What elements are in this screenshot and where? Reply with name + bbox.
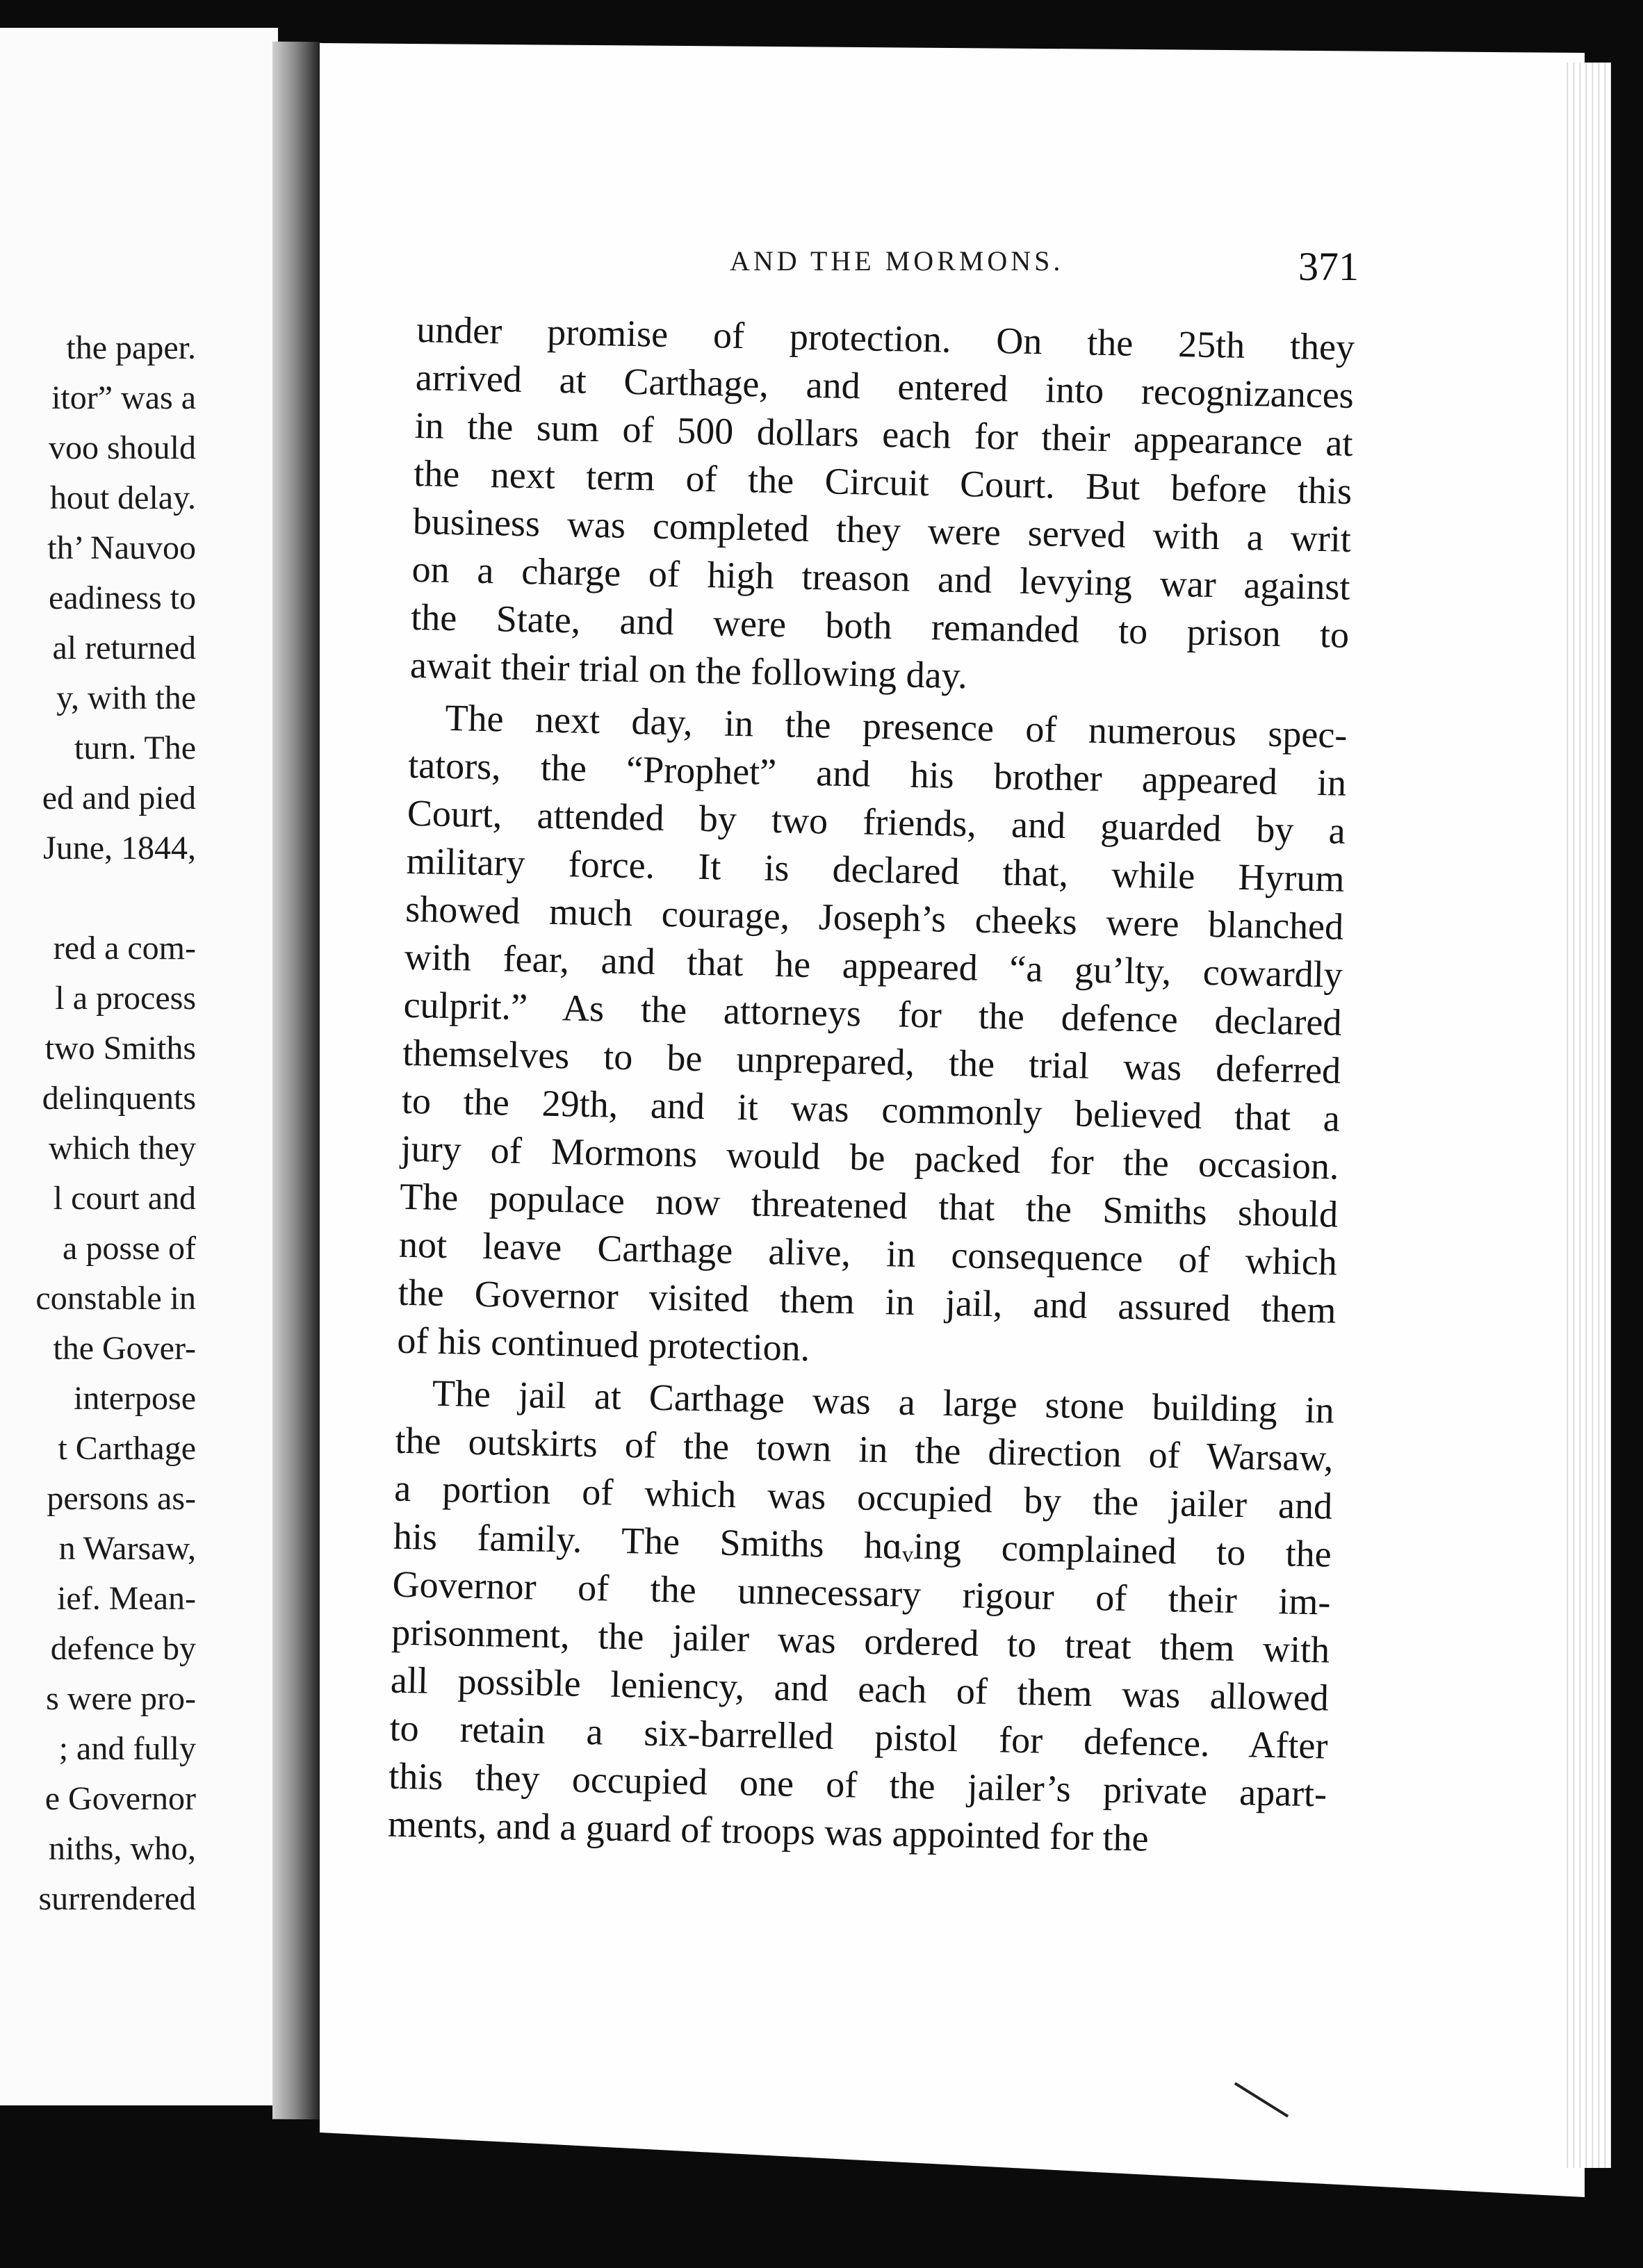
left-page-line: y, with the: [56, 680, 196, 716]
text-line: await their trial on the following day.: [409, 643, 968, 697]
text-line: a portion of which was occupied by the jailer and: [393, 1467, 1333, 1527]
page-edges: [1562, 63, 1611, 2168]
left-page-line: defence by: [50, 1630, 196, 1667]
left-page-line: a posse of: [63, 1230, 196, 1267]
text-line: themselves to be unprepared, the trial was deferred: [402, 1031, 1341, 1092]
text-line: prisonment, the jailer was ordered to treat them with: [391, 1611, 1330, 1671]
text-line: the Governor visited them in jail, and assured them: [398, 1271, 1337, 1331]
left-page-line: ed and pied: [42, 780, 196, 816]
left-page-line: surrendered: [38, 1880, 196, 1917]
left-page-line: turn. The: [74, 730, 196, 766]
left-page-line: t Carthage: [58, 1430, 196, 1467]
text-line: to the 29th, and it was commonly believed that a: [401, 1079, 1341, 1140]
left-page-line: the paper.: [66, 329, 196, 366]
left-page-line: delinquents: [42, 1080, 196, 1117]
left-page-line: interpose: [74, 1380, 196, 1417]
left-page-line: s were pro-: [46, 1680, 196, 1717]
left-page-line: red a com-: [53, 930, 196, 967]
left-page-line: eadiness to: [49, 580, 196, 616]
left-page-line: l a process: [55, 980, 196, 1017]
left-page-line: hout delay.: [49, 479, 196, 516]
left-page-line: the Gover-: [53, 1330, 196, 1367]
text-line: showed much courage, Joseph’s cheeks were blanched: [404, 887, 1344, 948]
left-page-blank-line: [0, 873, 278, 923]
text-line: the outskirts of the town in the direction of Warsaw,: [395, 1419, 1334, 1479]
left-page-line: constable in: [35, 1280, 196, 1317]
text-line: tators, the “Prophet” and his brother appeared in: [407, 743, 1347, 804]
text-line: on a charge of high treason and levying war against: [411, 548, 1351, 608]
text-line: The populace now threatened that the Smiths should: [399, 1175, 1339, 1235]
text-line: his family. The Smiths hɑᵥing complained to the: [393, 1515, 1332, 1575]
paragraph: [409, 306, 1355, 707]
text-line: all possible leniency, and each of them was allowed: [390, 1659, 1330, 1719]
text-line: the State, and were both remanded to prison to: [410, 595, 1350, 656]
text-line: Court, attended by two friends, and guarded by a: [407, 791, 1346, 852]
text-line: the next term of the Circuit Court. But before this: [413, 452, 1352, 512]
text-line: of his continued protection.: [396, 1319, 810, 1370]
book-gutter-shadow: [272, 42, 321, 2119]
left-page-line: n Warsaw,: [58, 1530, 196, 1567]
text-line: arrived at Carthage, and entered into recognizances: [415, 356, 1355, 416]
left-page-line: l court and: [53, 1180, 196, 1217]
paragraph: [387, 1369, 1334, 1866]
left-page-line: itor” was a: [51, 379, 196, 416]
text-line: under promise of protection. On the 25th they: [416, 308, 1355, 368]
left-page-line: voo should: [48, 429, 196, 466]
body-text: [387, 306, 1355, 1871]
left-page-line: ; and fully: [58, 1730, 196, 1767]
left-page-line: niths, who,: [48, 1830, 196, 1867]
text-line: ments, and a guard of troops was appointed for the: [387, 1802, 1150, 1859]
text-line: to retain a six-barrelled pistol for defence. After: [389, 1707, 1329, 1767]
text-line: The jail at Carthage was a large stone building in: [432, 1372, 1335, 1431]
left-page-line: which they: [49, 1130, 196, 1167]
paragraph: [397, 693, 1348, 1383]
text-line: business was completed they were served with a writ: [412, 500, 1352, 560]
page-number: 371: [1298, 244, 1359, 289]
text-line: culprit.” As the attorneys for the defence declared: [403, 983, 1343, 1044]
left-page-text: [0, 323, 278, 1924]
text-line: with fear, and that he appeared “a gu’lty, cowardly: [404, 935, 1343, 996]
text-line: The next day, in the presence of numerous spec-: [445, 696, 1348, 756]
text-line: not leave Carthage alive, in consequence of which: [398, 1223, 1338, 1283]
text-line: military force. It is declared that, while Hyrum: [406, 839, 1345, 900]
left-page-line: ief. Mean-: [57, 1580, 196, 1617]
text-line: in the sum of 500 dollars each for their appearance at: [414, 404, 1354, 464]
text-line: Governor of the unnecessary rigour of their im-: [392, 1563, 1332, 1623]
left-page-line: th’ Nauvoo: [47, 529, 196, 566]
running-head: AND THE MORMONS.: [730, 245, 1064, 277]
left-page-line: two Smiths: [44, 1030, 196, 1067]
left-page: [0, 28, 278, 2105]
left-page-line: June, 1844,: [43, 830, 196, 866]
text-line: jury of Mormons would be packed for the occasion.: [400, 1127, 1340, 1188]
left-page-line: al returned: [52, 630, 196, 666]
left-page-line: e Governor: [44, 1780, 196, 1817]
text-line: this they occupied one of the jailer’s private apart-: [388, 1755, 1327, 1815]
left-page-line: persons as-: [47, 1480, 196, 1517]
